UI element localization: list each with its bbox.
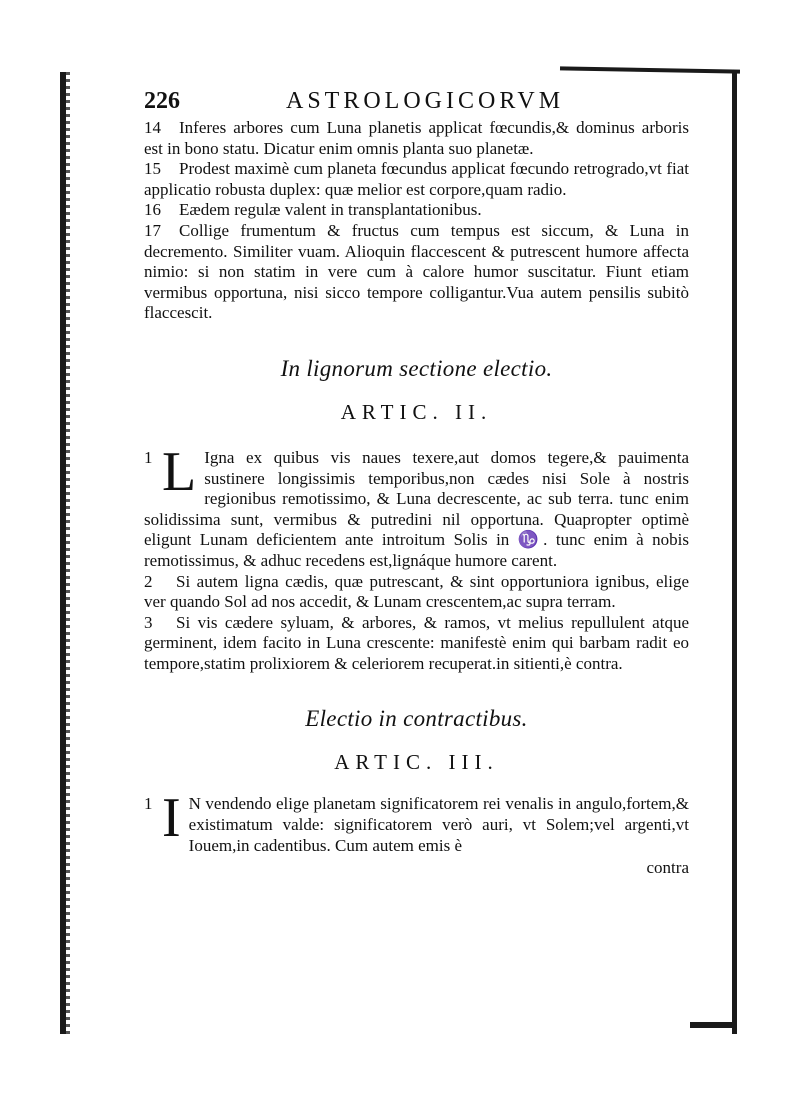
paragraph-number: 16	[144, 200, 161, 220]
paragraph-text: Igna ex quibus vis naues texere,aut domos tegere,& pauimenta sustinere longissimis temporibus,non cædes nisi Sole à nostris regionibus remotissimo, & Luna decrescente, ac sub terra. tunc enim solidissima sunt, vermibus & putredini nil opportuna. Quapropter optimè eligunt Lunam deficientem ante introitum Solis in ♑. tunc enim à nobis remotissimus, & adhuc recedens est,lignáque humore carent.	[144, 447, 689, 570]
paragraph-text: Si autem ligna cædis, quæ putrescant, & sint opportuniora ignibus, elige ver quando Sol ad nos accedit, & Lunam crescentem,ac supra terram.	[144, 571, 689, 612]
drop-cap: L	[162, 440, 197, 503]
paragraph-number: 17	[144, 220, 161, 240]
paragraph-15	[144, 159, 689, 200]
article-heading: ARTIC. III.	[334, 750, 499, 775]
paragraph-text: Si vis cædere syluam, & arbores, & ramos, vt melius repullulent atque germinent, idem facito in Luna crescente: manifestè enim qui barbam radit eo tempore,statim prolixiorem & celeriorem recuperat.in sitienti,è contra.	[144, 612, 689, 673]
section-heading: Electio in contractibus.	[305, 706, 528, 732]
paragraph-dropcap	[144, 440, 689, 572]
paragraph-14	[144, 118, 689, 159]
paragraph-text: Collige frumentum & fructus cum tempus est siccum, & Luna in decremento. Similiter vuam. Alioquin flaccescent & putrescent humore affecta nimio: si non statim in vere cum à calore humor suscitatur. Fiunt etiam vermibus opportuna, nisi sicco tempore colligantur.Vua autem pensilis subitò flaccescit.	[144, 220, 689, 323]
catchword: contra	[646, 858, 689, 878]
page-edge-top	[560, 66, 740, 73]
article-heading: ARTIC. II.	[340, 399, 493, 424]
paragraph-number: 3	[144, 612, 153, 632]
page-content	[144, 84, 689, 879]
paragraph-number: 15	[144, 159, 161, 179]
running-title: ASTROLOGICORVM	[286, 88, 565, 114]
running-head	[144, 84, 689, 118]
section-contractibus	[144, 704, 689, 879]
page-number: 226	[144, 88, 180, 114]
paragraph-number: 14	[144, 118, 161, 137]
paragraph-text: Prodest maximè cum planeta fœcundus applicat fœcundo retrogrado,vt fiat applicatio robusta duplex: quæ melior est corpore,quam radio.	[144, 159, 689, 199]
paragraph-text: N vendendo elige planetam significatorem rei venalis in angulo,fortem,& existimatum valde: significatorem verò auri, vt Solem;vel argenti,vt Iouem,in cadentibus. Cum autem emis è	[188, 794, 689, 855]
page-edge-bottom	[690, 1022, 737, 1028]
paragraph-number: 2	[144, 571, 153, 591]
paragraph-number: 1	[144, 794, 153, 814]
paragraph-number: 1	[144, 447, 153, 467]
paragraph-17	[144, 221, 689, 324]
section-heading: In lignorum sectione electio.	[280, 355, 553, 381]
paragraph-16	[144, 200, 689, 221]
paragraph-text: Eædem regulæ valent in transplantationibus.	[179, 200, 482, 220]
paragraph-2	[144, 572, 689, 613]
paragraph-dropcap	[144, 787, 689, 856]
paragraph-text: Inferes arbores cum Luna planetis applicat fœcundis,& dominus arboris est in bono statu. Dicatur enim omnis planta suo planetæ.	[144, 118, 689, 158]
drop-cap: I	[162, 787, 181, 850]
paragraph-3	[144, 613, 689, 675]
page-edge-right	[732, 72, 737, 1034]
page-edge-left	[60, 72, 66, 1034]
intro-paragraphs	[144, 118, 689, 324]
section-lignorum	[144, 354, 689, 675]
